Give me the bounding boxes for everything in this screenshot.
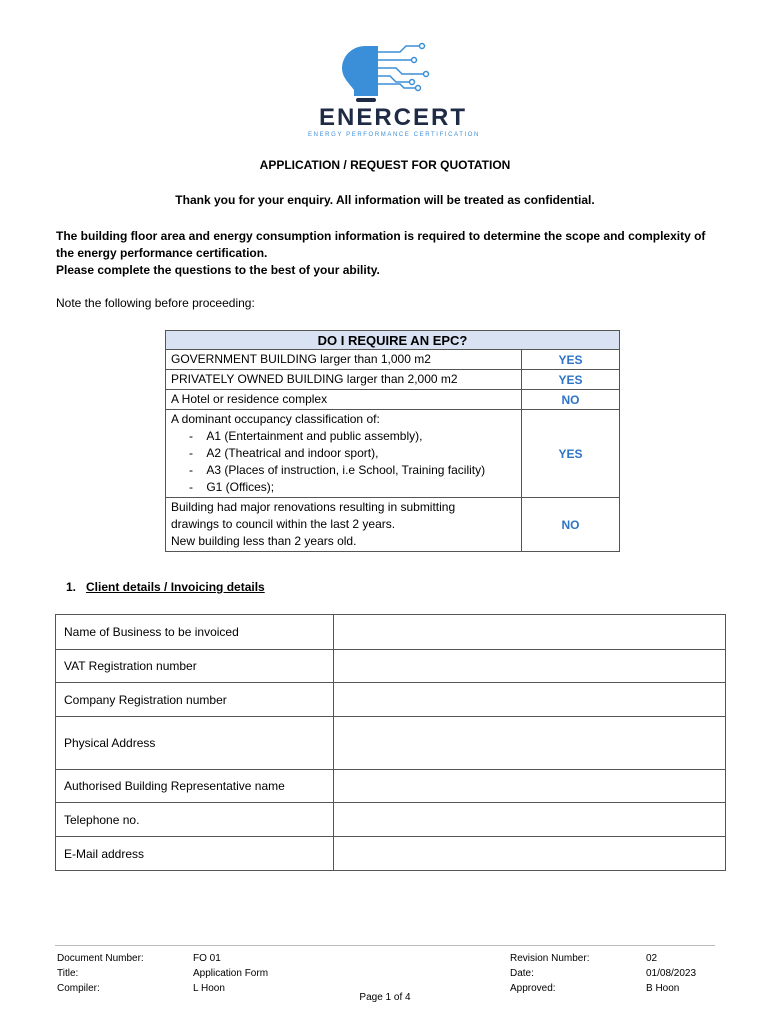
form-heading: APPLICATION / REQUEST FOR QUOTATION	[259, 158, 511, 172]
intro-line: The building floor area and energy consumption information is required to determine the scope and complexity of the energy performance certification.	[56, 229, 706, 260]
client-field-label: Company Registration number	[56, 683, 334, 717]
footer-label: Approved:	[510, 983, 556, 994]
occupancy-item: - A3 (Places of instruction, i.e School, Training facility)	[189, 463, 486, 477]
epc-row-label: GOVERNMENT BUILDING larger than 1,000 m2	[166, 350, 522, 370]
note-text: Note the following before proceeding:	[56, 296, 255, 310]
footer-label: Compiler:	[57, 983, 100, 994]
client-field-label: E-Mail address	[56, 837, 334, 871]
client-field-label: Name of Business to be invoiced	[56, 615, 334, 650]
client-field-input[interactable]	[334, 770, 726, 803]
footer-label: Date:	[510, 968, 534, 979]
logo-wordmark: ENERCERT	[318, 104, 467, 131]
footer-label: Title:	[57, 968, 79, 979]
epc-table	[165, 330, 620, 552]
epc-renovation-cell	[166, 498, 522, 552]
footer-label: Revision Number:	[510, 953, 590, 964]
epc-table-title: DO I REQUIRE AN EPC?	[166, 331, 620, 350]
epc-row-answer: YES	[522, 350, 620, 370]
table-row	[56, 770, 726, 803]
client-field-input[interactable]	[334, 683, 726, 717]
client-field-input[interactable]	[334, 650, 726, 683]
footer-value: L Hoon	[193, 983, 225, 994]
client-field-input[interactable]	[334, 803, 726, 837]
footer-values-left	[193, 951, 268, 996]
client-details-table	[55, 614, 726, 871]
thanks-text: Thank you for your enquiry. All information will be treated as confidential.	[175, 193, 595, 207]
occupancy-item-text: A3 (Places of instruction, i.e School, Training facility)	[206, 463, 486, 477]
epc-row-answer: YES	[522, 370, 620, 390]
footer-value: 01/08/2023	[646, 968, 697, 979]
table-row	[56, 803, 726, 837]
occupancy-item: - A2 (Theatrical and indoor sport),	[189, 446, 379, 460]
footer-value: Application Form	[193, 968, 269, 979]
client-field-input[interactable]	[334, 717, 726, 770]
footer-labels-right	[510, 951, 589, 996]
intro-paragraph	[56, 228, 716, 279]
client-field-input[interactable]	[334, 837, 726, 871]
enercert-logo	[300, 42, 480, 142]
table-row	[56, 717, 726, 770]
table-row	[56, 683, 726, 717]
renovation-line: Building had major renovations resulting in submitting	[171, 500, 456, 514]
table-row	[56, 650, 726, 683]
footer-labels-left	[57, 951, 144, 996]
lightbulb-circuit-icon	[340, 42, 440, 104]
occupancy-item: - G1 (Offices);	[189, 480, 275, 494]
renovation-line: New building less than 2 years old.	[171, 534, 357, 548]
renovation-line: drawings to council within the last 2 years.	[171, 517, 396, 531]
occupancy-item-text: A2 (Theatrical and indoor sport),	[206, 446, 379, 460]
client-field-label: Authorised Building Representative name	[56, 770, 334, 803]
epc-row-answer: NO	[522, 390, 620, 410]
client-field-label: VAT Registration number	[56, 650, 334, 683]
section-heading	[66, 580, 265, 594]
epc-row-answer: NO	[522, 498, 620, 552]
footer-value: 02	[646, 953, 658, 964]
section-title: Client details / Invoicing details	[86, 580, 265, 594]
intro-line: Please complete the questions to the best of your ability.	[56, 263, 380, 277]
epc-row-label: PRIVATELY OWNED BUILDING larger than 2,000 m2	[166, 370, 522, 390]
section-number: 1.	[66, 580, 77, 594]
footer-label: Document Number:	[57, 953, 144, 964]
table-row	[56, 837, 726, 871]
table-row	[56, 615, 726, 650]
footer-value: B Hoon	[646, 983, 680, 994]
client-field-input[interactable]	[334, 615, 726, 650]
epc-row-label: A Hotel or residence complex	[166, 390, 522, 410]
occupancy-item-text: A1 (Entertainment and public assembly),	[206, 429, 423, 443]
footer-values-right	[646, 951, 696, 996]
logo-tagline: ENERGY PERFORMANCE CERTIFICATION	[308, 132, 480, 138]
footer-value: FO 01	[193, 953, 221, 964]
occupancy-intro: A dominant occupancy classification of:	[171, 412, 380, 426]
epc-occupancy-cell	[166, 410, 522, 498]
client-field-label: Physical Address	[56, 717, 334, 770]
client-field-label: Telephone no.	[56, 803, 334, 837]
occupancy-item-text: G1 (Offices);	[206, 480, 275, 494]
occupancy-item: - A1 (Entertainment and public assembly),	[189, 429, 423, 443]
epc-row-answer: YES	[522, 410, 620, 498]
document-footer	[55, 945, 715, 994]
page-number: Page 1 of 4	[359, 992, 411, 1003]
